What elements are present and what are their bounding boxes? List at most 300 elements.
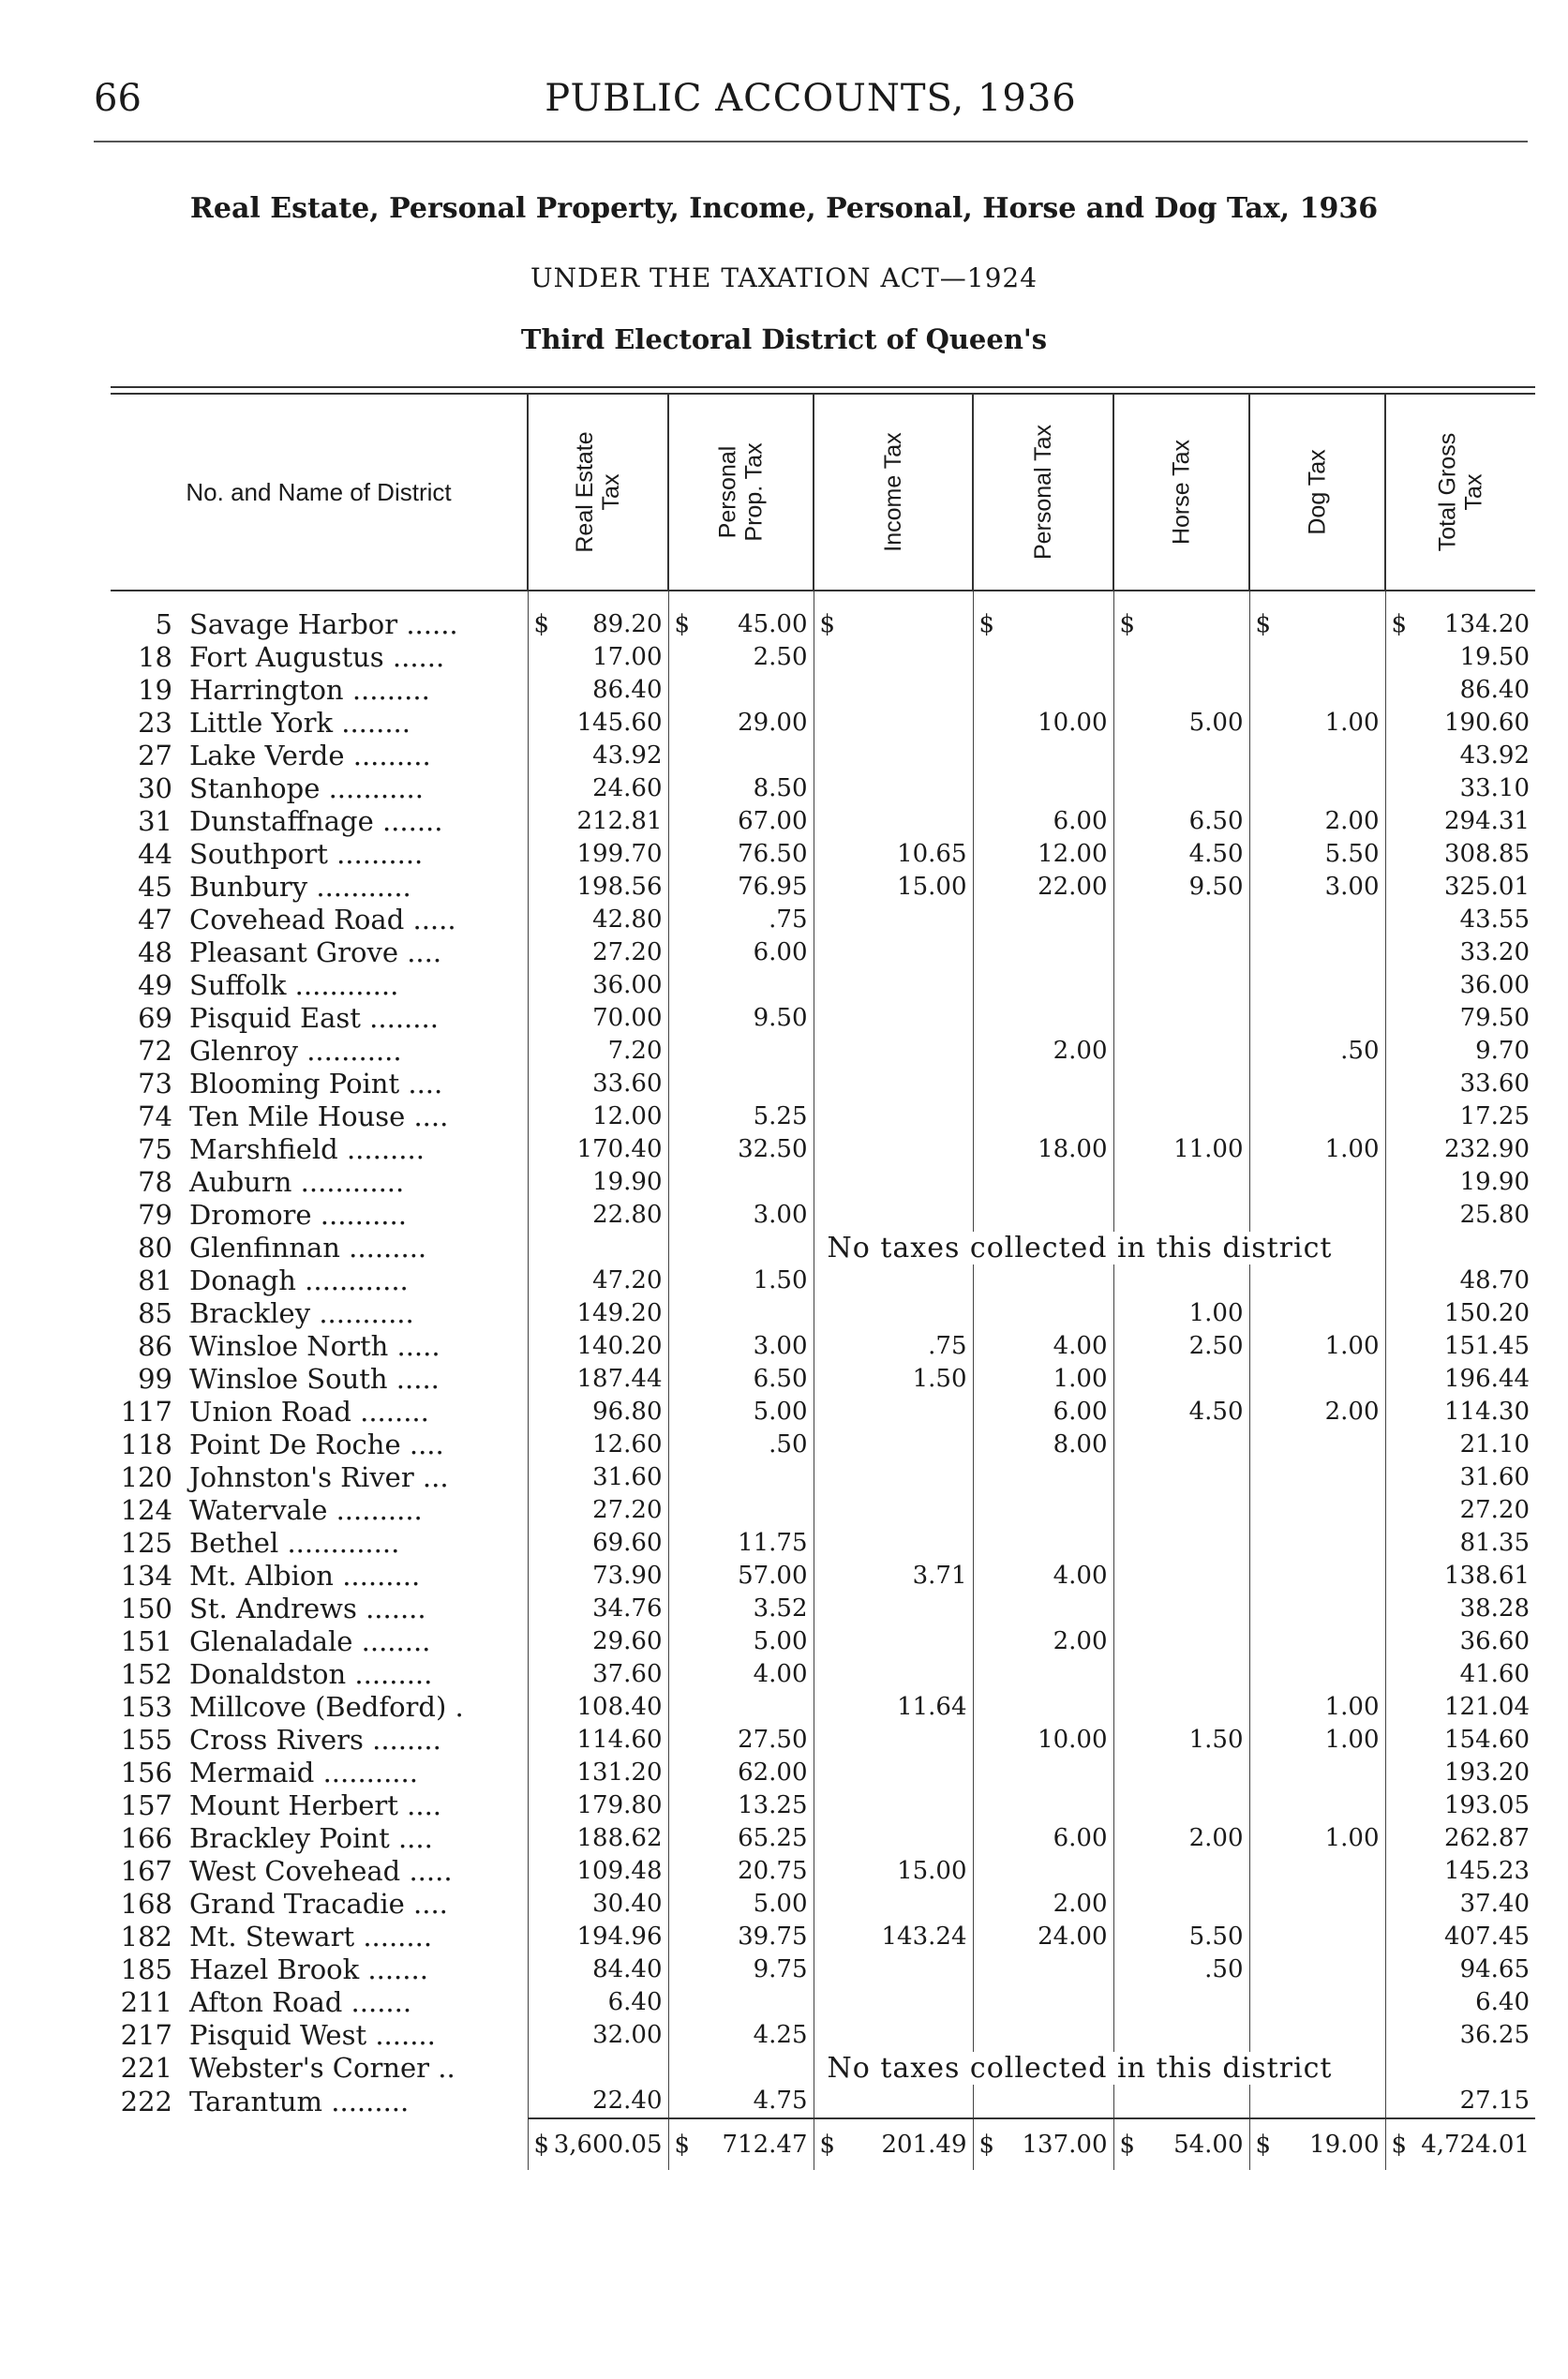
cell-value: 3.00 bbox=[1324, 873, 1380, 901]
cell-total-gross bbox=[1385, 1888, 1535, 1921]
cell-value: 20.75 bbox=[738, 1857, 808, 1885]
table-row bbox=[111, 1658, 1535, 1691]
cell-personal-prop bbox=[668, 1002, 814, 1035]
cell-value: 10.00 bbox=[1038, 709, 1108, 737]
cell-real-estate bbox=[528, 740, 668, 772]
cell-dog bbox=[1249, 1953, 1385, 1986]
cell-total-gross bbox=[1385, 904, 1535, 936]
cell-real-estate bbox=[528, 838, 668, 871]
cell-total-gross bbox=[1385, 1166, 1535, 1199]
district-number: 45 bbox=[138, 871, 172, 903]
table-row bbox=[111, 1625, 1535, 1658]
cell-total-gross bbox=[1385, 1232, 1535, 1264]
cell-personal bbox=[973, 1363, 1113, 1396]
cell-value: 76.50 bbox=[738, 840, 808, 868]
cell-dog bbox=[1249, 1527, 1385, 1560]
cell-income bbox=[814, 1264, 973, 1297]
cell-value: 22.80 bbox=[592, 1201, 663, 1229]
cell-value: 89.20 bbox=[592, 610, 663, 638]
cell-value: 65.25 bbox=[738, 1824, 808, 1852]
cell-dog bbox=[1249, 1297, 1385, 1330]
table-row bbox=[111, 772, 1535, 805]
cell-real-estate bbox=[528, 674, 668, 707]
cell-personal-prop bbox=[668, 1593, 814, 1625]
district-name: Union Road ........ bbox=[189, 1396, 429, 1428]
cell-income bbox=[814, 1527, 973, 1560]
district-name: Lake Verde ......... bbox=[189, 740, 431, 771]
cell-income bbox=[814, 1921, 973, 1953]
cell-income bbox=[814, 1035, 973, 1068]
district-name: Fort Augustus ...... bbox=[189, 641, 445, 673]
header-rule bbox=[94, 141, 1528, 142]
cell-income bbox=[814, 1658, 973, 1691]
cell-income bbox=[814, 1986, 973, 2019]
cell-income bbox=[814, 1691, 973, 1724]
cell-value: 32.50 bbox=[738, 1135, 808, 1163]
table-row bbox=[111, 838, 1535, 871]
cell-horse bbox=[1113, 936, 1249, 969]
cell-horse bbox=[1113, 1691, 1249, 1724]
cell-value: 43.92 bbox=[592, 741, 663, 770]
cell-income bbox=[814, 1002, 973, 1035]
cell-personal bbox=[973, 707, 1113, 740]
cell-value: 43.55 bbox=[1459, 905, 1530, 934]
district-name: Webster's Corner .. bbox=[189, 2052, 455, 2084]
cell-personal bbox=[973, 1560, 1113, 1593]
table-row bbox=[111, 1921, 1535, 1953]
cell-value: 37.60 bbox=[592, 1660, 663, 1688]
district-number: 156 bbox=[120, 1757, 172, 1788]
cell-value: 150.20 bbox=[1444, 1299, 1530, 1327]
cell-value: 196.44 bbox=[1444, 1365, 1530, 1393]
cell-value: 199.70 bbox=[576, 840, 663, 868]
district-name: Bunbury ........... bbox=[189, 871, 411, 903]
district-number: 221 bbox=[120, 2052, 172, 2084]
cell-total-gross bbox=[1385, 1691, 1535, 1724]
cell-value: 25.80 bbox=[1459, 1201, 1530, 1229]
cell-horse bbox=[1113, 1724, 1249, 1757]
district-name: Tarantum ......... bbox=[189, 2085, 410, 2117]
cell-income bbox=[814, 1363, 973, 1396]
cell-value: 79.50 bbox=[1459, 1004, 1530, 1032]
district-name: Dromore .......... bbox=[189, 1199, 407, 1231]
district-number: 167 bbox=[120, 1855, 172, 1887]
cell-horse bbox=[1113, 1494, 1249, 1527]
district-number: 99 bbox=[138, 1363, 172, 1395]
district-name: Brackley Point .... bbox=[189, 1822, 433, 1854]
cell-personal bbox=[973, 1035, 1113, 1068]
cell-personal bbox=[973, 591, 1113, 641]
district-name: Mt. Stewart ........ bbox=[189, 1921, 433, 1953]
cell-horse bbox=[1113, 1264, 1249, 1297]
cell-real-estate bbox=[528, 1002, 668, 1035]
cell-value: 33.60 bbox=[592, 1070, 663, 1098]
cell-dog bbox=[1249, 1625, 1385, 1658]
cell-personal-prop bbox=[668, 591, 814, 641]
cell-value: 232.90 bbox=[1444, 1135, 1530, 1163]
cell-total-gross bbox=[1385, 1560, 1535, 1593]
table-row bbox=[111, 707, 1535, 740]
district-number: 151 bbox=[120, 1625, 172, 1657]
district-name: Marshfield ......... bbox=[189, 1133, 425, 1165]
cell-real-estate bbox=[528, 1199, 668, 1232]
tax-table-wrapper bbox=[111, 386, 1535, 2170]
cell-personal-prop bbox=[668, 1625, 814, 1658]
cell-value: 36.25 bbox=[1459, 2021, 1530, 2049]
table-row bbox=[111, 871, 1535, 904]
cell-dog bbox=[1249, 1888, 1385, 1921]
table-row bbox=[111, 1494, 1535, 1527]
cell-real-estate bbox=[528, 2019, 668, 2052]
cell-value: 1.00 bbox=[1324, 1332, 1380, 1360]
table-row bbox=[111, 1396, 1535, 1429]
cell-total-gross bbox=[1385, 2085, 1535, 2118]
cell-value: 27.50 bbox=[738, 1726, 808, 1754]
district-number: 155 bbox=[120, 1724, 172, 1756]
cell-income bbox=[814, 1461, 973, 1494]
district-number: 5 bbox=[155, 608, 172, 640]
district-name: Grand Tracadie .... bbox=[189, 1888, 448, 1920]
cell-value: 48.70 bbox=[1459, 1266, 1530, 1294]
cell-horse bbox=[1113, 1757, 1249, 1789]
cell-personal-prop bbox=[668, 904, 814, 936]
cell-income bbox=[814, 2019, 973, 2052]
district-number: 73 bbox=[138, 1068, 172, 1100]
district-name: Stanhope ........... bbox=[189, 772, 424, 804]
total-personal-prop: $ 712.47 bbox=[668, 2118, 814, 2170]
cell-value: 6.00 bbox=[1053, 1824, 1108, 1852]
cell-value: 2.00 bbox=[1053, 1890, 1108, 1918]
col-header-real-estate: Real Estate Tax bbox=[528, 395, 668, 591]
no-taxes-note: No taxes collected in this district bbox=[814, 1232, 1385, 1264]
cell-value: 108.40 bbox=[576, 1693, 663, 1721]
cell-horse bbox=[1113, 2085, 1249, 2118]
cell-dog bbox=[1249, 1461, 1385, 1494]
cell-personal bbox=[973, 1593, 1113, 1625]
cell-value: 1.50 bbox=[912, 1365, 967, 1393]
cell-total-gross bbox=[1385, 707, 1535, 740]
cell-personal bbox=[973, 674, 1113, 707]
dollar-sign: $ bbox=[533, 610, 550, 638]
cell-value: 143.24 bbox=[881, 1923, 967, 1951]
cell-personal-prop bbox=[668, 936, 814, 969]
cell-real-estate bbox=[528, 1789, 668, 1822]
cell-value: 15.00 bbox=[897, 873, 967, 901]
cell-horse bbox=[1113, 1855, 1249, 1888]
cell-value: 21.10 bbox=[1459, 1430, 1530, 1459]
cell-total-gross bbox=[1385, 838, 1535, 871]
total-horse: $ 54.00 bbox=[1113, 2118, 1249, 2170]
cell-value: 13.25 bbox=[738, 1791, 808, 1819]
cell-value: 2.00 bbox=[1324, 1398, 1380, 1426]
cell-value: 3.00 bbox=[753, 1201, 808, 1229]
cell-value: 134.20 bbox=[1444, 610, 1530, 638]
cell-personal-prop bbox=[668, 641, 814, 674]
cell-income bbox=[814, 1593, 973, 1625]
cell-value: 325.01 bbox=[1444, 873, 1530, 901]
cell-dog bbox=[1249, 1724, 1385, 1757]
cell-value: 2.00 bbox=[1188, 1824, 1244, 1852]
col-header-dog: Dog Tax bbox=[1249, 395, 1385, 591]
cell-value: 27.20 bbox=[1459, 1496, 1530, 1524]
cell-personal-prop bbox=[668, 1133, 814, 1166]
table-row bbox=[111, 1757, 1535, 1789]
cell-personal bbox=[973, 1429, 1113, 1461]
cell-value: 15.00 bbox=[897, 1857, 967, 1885]
district-name: Millcove (Bedford) . bbox=[189, 1691, 464, 1723]
cell-income bbox=[814, 1757, 973, 1789]
cell-personal-prop bbox=[668, 1953, 814, 1986]
table-row bbox=[111, 1822, 1535, 1855]
cell-personal-prop bbox=[668, 1068, 814, 1100]
running-title: PUBLIC ACCOUNTS, 1936 bbox=[545, 77, 1077, 120]
cell-personal-prop bbox=[668, 1199, 814, 1232]
table-row bbox=[111, 1166, 1535, 1199]
cell-total-gross bbox=[1385, 871, 1535, 904]
cell-total-gross bbox=[1385, 1494, 1535, 1527]
cell-personal bbox=[973, 805, 1113, 838]
cell-real-estate bbox=[528, 1396, 668, 1429]
cell-income bbox=[814, 1429, 973, 1461]
district-name: Glenfinnan ......... bbox=[189, 1232, 427, 1264]
cell-income bbox=[814, 641, 973, 674]
cell-total-gross bbox=[1385, 1953, 1535, 1986]
district-number: 85 bbox=[138, 1297, 172, 1329]
district-name: Harrington ......... bbox=[189, 674, 430, 706]
district-number: 19 bbox=[138, 674, 172, 706]
district-name: Blooming Point .... bbox=[189, 1068, 443, 1100]
cell-value: .50 bbox=[1204, 1955, 1244, 1983]
cell-value: 5.25 bbox=[753, 1102, 808, 1130]
cell-total-gross bbox=[1385, 1429, 1535, 1461]
cell-horse bbox=[1113, 1100, 1249, 1133]
table-row bbox=[111, 2085, 1535, 2118]
district-number: 217 bbox=[120, 2019, 172, 2051]
cell-dog bbox=[1249, 674, 1385, 707]
cell-personal bbox=[973, 1002, 1113, 1035]
cell-real-estate bbox=[528, 2085, 668, 2118]
district-name: Bethel ............. bbox=[189, 1527, 400, 1559]
dollar-sign: $ bbox=[1255, 610, 1272, 638]
cell-value: 262.87 bbox=[1444, 1824, 1530, 1852]
cell-value: 69.60 bbox=[592, 1529, 663, 1557]
cell-real-estate bbox=[528, 1100, 668, 1133]
table-row bbox=[111, 2019, 1535, 2052]
cell-total-gross bbox=[1385, 1100, 1535, 1133]
cell-horse bbox=[1113, 805, 1249, 838]
cell-value: 6.40 bbox=[1475, 1988, 1530, 2016]
cell-dog bbox=[1249, 2019, 1385, 2052]
cell-value: 19.50 bbox=[1459, 643, 1530, 671]
cell-value: 12.60 bbox=[592, 1430, 663, 1459]
cell-value: 94.65 bbox=[1459, 1955, 1530, 1983]
cell-value: 1.00 bbox=[1324, 1726, 1380, 1754]
col-header-personal-prop: Personal Prop. Tax bbox=[668, 395, 814, 591]
cell-horse bbox=[1113, 1199, 1249, 1232]
cell-value: 188.62 bbox=[576, 1824, 663, 1852]
district-number: 120 bbox=[120, 1461, 172, 1493]
cell-personal bbox=[973, 1625, 1113, 1658]
cell-value: .75 bbox=[769, 905, 808, 934]
cell-value: 24.00 bbox=[1038, 1923, 1108, 1951]
cell-personal-prop bbox=[668, 674, 814, 707]
cell-value: 84.40 bbox=[592, 1955, 663, 1983]
dollar-sign: $ bbox=[674, 610, 691, 638]
table-row bbox=[111, 1035, 1535, 1068]
district-number: 134 bbox=[120, 1560, 172, 1592]
cell-personal bbox=[973, 1396, 1113, 1429]
cell-personal-prop bbox=[668, 1363, 814, 1396]
cell-value: 9.50 bbox=[753, 1004, 808, 1032]
cell-personal-prop bbox=[668, 1100, 814, 1133]
table-row bbox=[111, 2052, 1535, 2085]
district-number: 23 bbox=[138, 707, 172, 739]
table-row bbox=[111, 1199, 1535, 1232]
cell-value: 1.00 bbox=[1324, 1135, 1380, 1163]
cell-personal bbox=[973, 641, 1113, 674]
cell-income bbox=[814, 1822, 973, 1855]
table-row bbox=[111, 1002, 1535, 1035]
district-number: 74 bbox=[138, 1100, 172, 1132]
cell-total-gross bbox=[1385, 1461, 1535, 1494]
col-header-income: Income Tax bbox=[814, 395, 973, 591]
cell-real-estate bbox=[528, 1691, 668, 1724]
cell-dog bbox=[1249, 772, 1385, 805]
cell-value: 2.50 bbox=[753, 643, 808, 671]
cell-horse bbox=[1113, 772, 1249, 805]
cell-personal-prop bbox=[668, 772, 814, 805]
cell-value: 170.40 bbox=[576, 1135, 663, 1163]
cell-dog bbox=[1249, 1264, 1385, 1297]
cell-personal-prop bbox=[668, 1986, 814, 2019]
cell-horse bbox=[1113, 707, 1249, 740]
cell-value: 2.50 bbox=[1188, 1332, 1244, 1360]
cell-value: 27.20 bbox=[592, 938, 663, 966]
cell-value: 3.00 bbox=[753, 1332, 808, 1360]
cell-total-gross bbox=[1385, 1986, 1535, 2019]
table-row bbox=[111, 1691, 1535, 1724]
cell-value: 2.00 bbox=[1053, 1037, 1108, 1065]
cell-value: 12.00 bbox=[592, 1102, 663, 1130]
table-row bbox=[111, 936, 1535, 969]
cell-personal-prop bbox=[668, 1724, 814, 1757]
cell-personal bbox=[973, 1953, 1113, 1986]
cell-value: 3.52 bbox=[753, 1594, 808, 1623]
cell-real-estate bbox=[528, 1068, 668, 1100]
table-row bbox=[111, 805, 1535, 838]
cell-real-estate bbox=[528, 1986, 668, 2019]
cell-dog bbox=[1249, 1822, 1385, 1855]
cell-value: 33.10 bbox=[1459, 774, 1530, 802]
cell-value: 19.90 bbox=[592, 1168, 663, 1196]
table-row bbox=[111, 1527, 1535, 1560]
cell-income bbox=[814, 2085, 973, 2118]
cell-value: 22.00 bbox=[1038, 873, 1108, 901]
cell-value: 5.00 bbox=[1188, 709, 1244, 737]
cell-personal-prop bbox=[668, 805, 814, 838]
col-header-horse: Horse Tax bbox=[1113, 395, 1249, 591]
cell-value: 10.00 bbox=[1038, 1726, 1108, 1754]
district-number: 117 bbox=[120, 1396, 172, 1428]
cell-value: 308.85 bbox=[1444, 840, 1530, 868]
cell-value: 1.00 bbox=[1324, 1824, 1380, 1852]
cell-real-estate bbox=[528, 1494, 668, 1527]
cell-horse bbox=[1113, 1166, 1249, 1199]
cell-personal bbox=[973, 1986, 1113, 2019]
dollar-sign: $ bbox=[819, 610, 836, 638]
cell-personal-prop bbox=[668, 1658, 814, 1691]
cell-horse bbox=[1113, 1888, 1249, 1921]
cell-personal-prop bbox=[668, 1429, 814, 1461]
cell-value: 9.75 bbox=[753, 1955, 808, 1983]
cell-personal-prop bbox=[668, 1822, 814, 1855]
totals-row bbox=[111, 2118, 1535, 2170]
cell-dog bbox=[1249, 1396, 1385, 1429]
cell-value: 81.35 bbox=[1459, 1529, 1530, 1557]
cell-income bbox=[814, 740, 973, 772]
district-number: 153 bbox=[120, 1691, 172, 1723]
cell-personal bbox=[973, 1100, 1113, 1133]
cell-value: 6.50 bbox=[1188, 807, 1244, 835]
cell-value: 36.60 bbox=[1459, 1627, 1530, 1655]
cell-value: 45.00 bbox=[738, 610, 808, 638]
header-row bbox=[111, 395, 1535, 591]
cell-real-estate bbox=[528, 641, 668, 674]
district-number: 80 bbox=[138, 1232, 172, 1264]
table-body bbox=[111, 591, 1535, 2118]
cell-real-estate bbox=[528, 1527, 668, 1560]
cell-real-estate bbox=[528, 1232, 668, 1264]
cell-personal bbox=[973, 1921, 1113, 1953]
cell-real-estate bbox=[528, 1757, 668, 1789]
cell-horse bbox=[1113, 1986, 1249, 2019]
cell-real-estate bbox=[528, 1264, 668, 1297]
cell-value: 22.40 bbox=[592, 2087, 663, 2115]
cell-dog bbox=[1249, 1068, 1385, 1100]
district-number: 49 bbox=[138, 969, 172, 1001]
district-name: St. Andrews ....... bbox=[189, 1593, 426, 1624]
cell-dog bbox=[1249, 1002, 1385, 1035]
cell-real-estate bbox=[528, 1658, 668, 1691]
cell-horse bbox=[1113, 641, 1249, 674]
col-header-personal: Personal Tax bbox=[973, 395, 1113, 591]
cell-income bbox=[814, 1166, 973, 1199]
cell-dog bbox=[1249, 1363, 1385, 1396]
table-row bbox=[111, 740, 1535, 772]
district-number: 222 bbox=[120, 2085, 172, 2117]
table-row bbox=[111, 1330, 1535, 1363]
district-name: Afton Road ....... bbox=[189, 1986, 412, 2018]
cell-value: 86.40 bbox=[1459, 676, 1530, 704]
cell-dog bbox=[1249, 1429, 1385, 1461]
cell-personal bbox=[973, 1789, 1113, 1822]
table-row bbox=[111, 1888, 1535, 1921]
cell-income bbox=[814, 1888, 973, 1921]
cell-income bbox=[814, 936, 973, 969]
cell-horse bbox=[1113, 1822, 1249, 1855]
district-number: 30 bbox=[138, 772, 172, 804]
cell-horse bbox=[1113, 1068, 1249, 1100]
page-number: 66 bbox=[94, 77, 142, 120]
district-name: Glenaladale ........ bbox=[189, 1625, 431, 1657]
cell-horse bbox=[1113, 969, 1249, 1002]
cell-real-estate bbox=[528, 936, 668, 969]
cell-value: 4.50 bbox=[1188, 840, 1244, 868]
total-real-estate: $ 3,600.05 bbox=[528, 2118, 668, 2170]
cell-real-estate bbox=[528, 1363, 668, 1396]
cell-horse bbox=[1113, 1527, 1249, 1560]
cell-horse bbox=[1113, 1953, 1249, 1986]
